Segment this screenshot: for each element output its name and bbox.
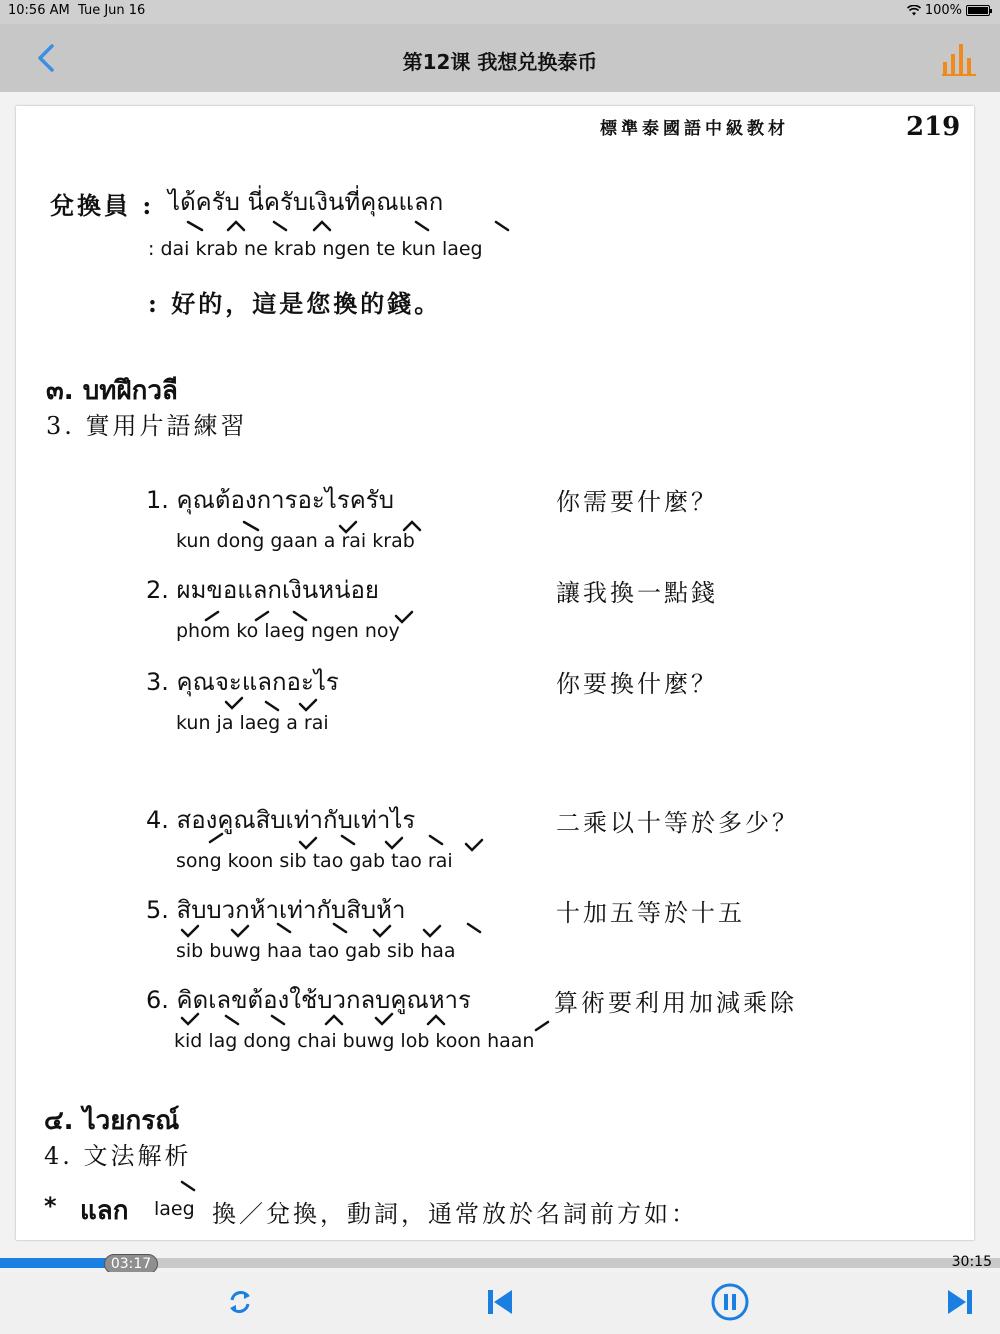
skip-forward-icon[interactable] xyxy=(944,1286,976,1318)
section4-zh-heading: 4. 文法解析 xyxy=(44,1142,192,1170)
phrase-roman: kun ja laeg a rai xyxy=(176,712,329,734)
phrase-roman: sib buwg haa tao gab sib haa xyxy=(176,940,456,962)
section4-thai-heading: ๔. ไวยกรณ์ xyxy=(44,1106,180,1136)
book-page xyxy=(16,106,974,1240)
phrase-chinese: 二乘以十等於多少？ xyxy=(556,809,799,837)
battery-percent: 100% xyxy=(924,3,962,18)
phrase-thai: 2. ผมขอแลกเงินหน่อย xyxy=(146,576,379,604)
elapsed-time[interactable]: 03:17 xyxy=(104,1254,158,1274)
dialog-speaker: 兌換員 : xyxy=(50,191,155,220)
dialog-thai: ได้ครับ นี่ครับเงินที่คุณแลก xyxy=(168,188,444,216)
grammar-roman: laeg xyxy=(154,1198,195,1220)
tone-marks xyxy=(16,106,974,1240)
phrase-thai: 5. สิบบวกห้าเท่ากับสิบห้า xyxy=(146,896,406,924)
repeat-icon[interactable] xyxy=(224,1286,256,1318)
section3-thai-heading: ๓. บทฝึกวลี xyxy=(46,376,178,406)
grammar-thai-word: แลก xyxy=(80,1196,129,1226)
phrase-chinese: 你要換什麼？ xyxy=(556,670,718,698)
phrase-thai: 6. คิดเลขต้องใช้บวกลบคูณหาร xyxy=(146,986,471,1014)
status-right xyxy=(907,3,990,18)
dialog-chinese: : 好的，這是您換的錢。 xyxy=(148,289,442,318)
status-time: 10:56 AM Tue Jun 16 xyxy=(8,3,146,18)
phrase-chinese: 你需要什麼？ xyxy=(556,488,718,516)
page-title: 第12课 我想兑换泰币 xyxy=(402,50,598,74)
section3-zh-heading: 3. 實用片語練習 xyxy=(46,412,248,440)
phrase-roman: song koon sib tao gab tao rai xyxy=(176,850,453,872)
phrase-roman: phom ko laeg ngen noy xyxy=(176,620,400,642)
page-number: 219 xyxy=(906,112,961,142)
skip-back-icon[interactable] xyxy=(484,1286,516,1318)
phrase-roman: kid lag dong chai buwg lob koon haan xyxy=(174,1030,535,1052)
phrase-roman: kun dong gaan a rai krab xyxy=(176,530,415,552)
bar-chart-icon[interactable] xyxy=(942,42,976,76)
phrase-chinese: 讓我換一點錢 xyxy=(556,579,718,607)
phrase-chinese: 十加五等於十五 xyxy=(556,899,745,927)
grammar-chinese: 換／兌換，動詞，通常放於名詞前方如： xyxy=(212,1200,698,1228)
phrase-chinese: 算術要利用加減乘除 xyxy=(554,989,797,1017)
book-title: 標準泰國語中級教材 xyxy=(600,119,789,139)
wifi-icon xyxy=(907,5,921,16)
phrase-thai: 4. สองคูณสิบเท่ากับเท่าไร xyxy=(146,806,416,834)
playback-progress[interactable] xyxy=(0,1254,1000,1272)
total-time: 30:15 xyxy=(951,1254,992,1270)
status-bar xyxy=(0,0,1000,24)
nav-bar xyxy=(0,24,1000,92)
grammar-star: * xyxy=(44,1192,57,1220)
battery-icon xyxy=(966,5,990,16)
pause-icon[interactable] xyxy=(710,1282,750,1322)
dialog-roman: : dai krab ne krab ngen te kun laeg xyxy=(148,238,483,260)
phrase-thai: 1. คุณต้องการอะไรครับ xyxy=(146,486,394,514)
playback-controls xyxy=(0,1272,1000,1334)
phrase-thai: 3. คุณจะแลกอะไร xyxy=(146,668,339,696)
progress-fill xyxy=(0,1258,109,1268)
